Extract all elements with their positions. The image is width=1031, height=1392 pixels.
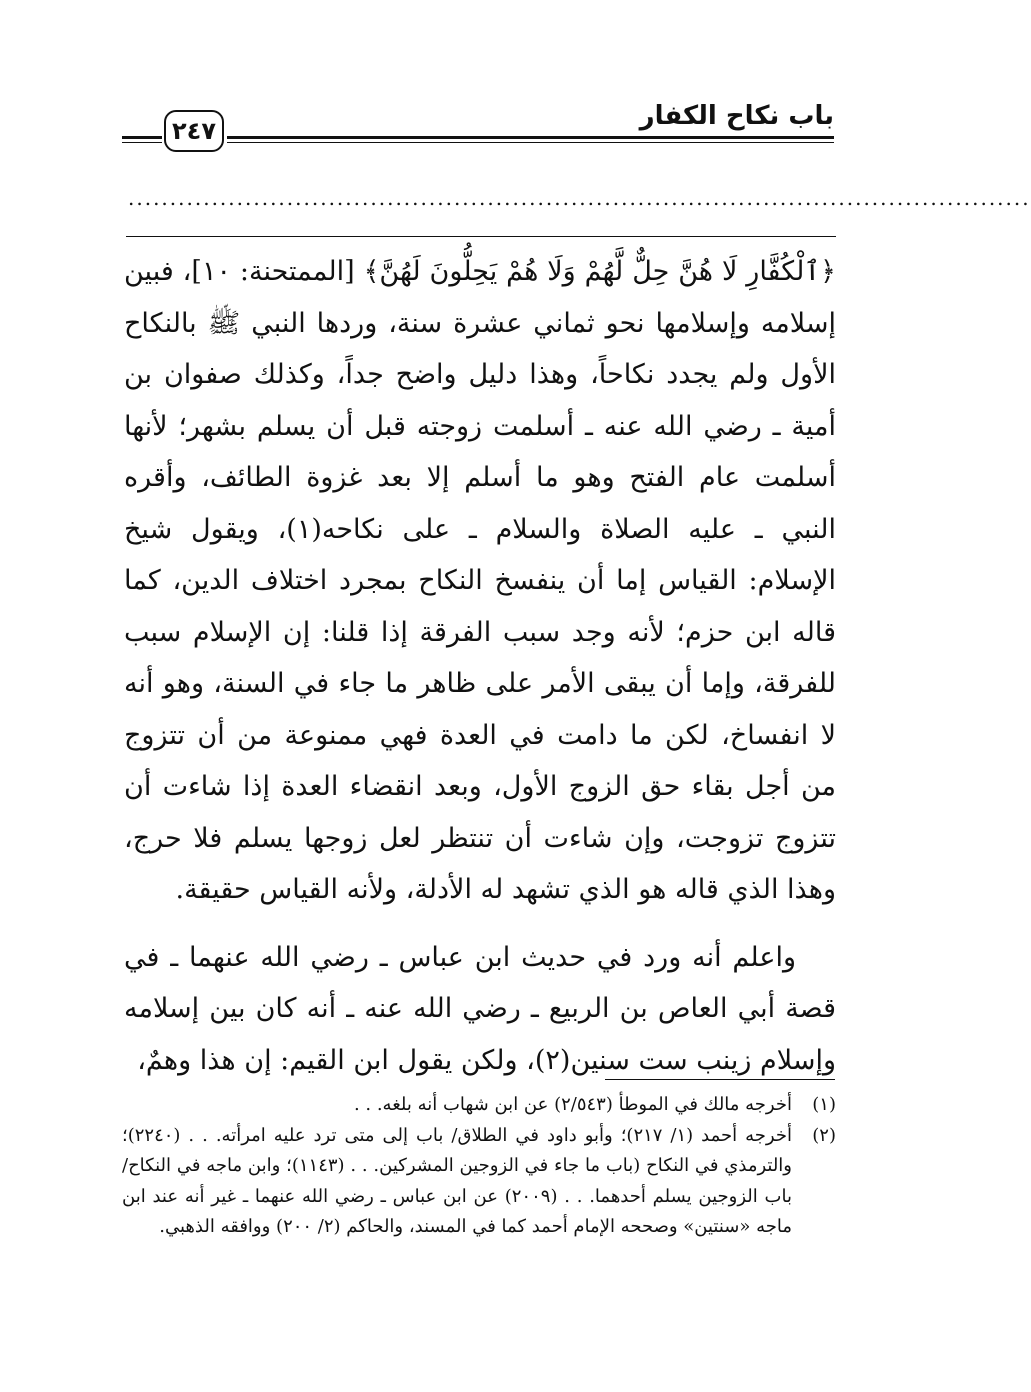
footnote-separator xyxy=(605,1079,835,1080)
header-rule xyxy=(227,142,834,143)
footnote-number: (١) xyxy=(812,1094,836,1115)
paragraph: واعلم أنه ورد في حديث ابن عباس ـ رضي الله عنهما ـ في قصة أبي العاص بن الربيع ـ رضي الله عنه ـ أنه كان بين إسلامه وإسلام زينب ست سنين(٢)، ولكن يقول ابن القيم: إن هذا وهمٌ، xyxy=(124,941,836,1076)
chapter-title: باب نكاح الكفار xyxy=(639,101,834,131)
header-rule xyxy=(227,136,834,139)
footnote xyxy=(122,1121,836,1243)
footnotes xyxy=(122,1090,836,1243)
page-number: ٢٤٧ xyxy=(164,110,224,152)
header-rule xyxy=(122,136,162,139)
header-rule xyxy=(122,142,162,143)
footnote-number: (٢) xyxy=(812,1124,836,1146)
footnote-text: أخرجه أحمد (١/ ٢١٧)؛ وأبو داود في الطلاق/ باب إلى متى ترد عليه امرأته. . . (٢٢٤٠)؛ والترمذي في النكاح (باب ما جاء في الزوجين المشركين. . . (١١٤٣)؛ وابن ماجه في النكاح/ باب الزوجين يسلم أحدهما. . . (٢٠٠٩) عن ابن عباس ـ رضي الله عنهما ـ غير أنه عند ابن ماجه «سنتين» وصححه الإمام أحمد كما في المسند، والحاكم (٢/ ٢٠٠) ووافقه الذهبي. xyxy=(122,1124,793,1237)
text-top-rule xyxy=(126,236,836,237)
footnote xyxy=(122,1090,836,1121)
main-text xyxy=(124,246,836,1086)
dotted-separator: ............................................................................................................ xyxy=(128,186,1031,210)
page-header xyxy=(122,100,834,160)
paragraph: ﴿ٱلْكُفَّارِ لَا هُنَّ حِلٌّ لَّهُمْ وَلَا هُمْ يَحِلُّونَ لَهُنَّ﴾ [الممتحنة: ١٠]، فبين إسلامه وإسلامها نحو ثماني عشرة سنة، وردها النبي ﷺ بالنكاح الأول ولم يجدد نكاحاً، وهذا دليل واضح جداً، وكذلك صفوان بن أمية ـ رضي الله عنه ـ أسلمت زوجته قبل أن يسلم بشهر؛ لأنها أسلمت عام الفتح وهو ما أسلم إلا بعد غزوة الطائف، وأقره النبي ـ عليه الصلاة والسلام ـ على نكاحه(١)، ويقول شيخ الإسلام: القياس إما أن ينفسخ النكاح بمجرد اختلاف الدين، كما قاله ابن حزم؛ لأنه وجد سبب الفرقة إذا قلنا: إن الإسلام سبب للفرقة، وإما أن يبقى الأمر على ظاهر ما جاء في السنة، وهو أنه لا انفساخ، لكن ما دامت في العدة فهي ممنوعة من أن تتزوج من أجل بقاء حق الزوج الأول، وبعد انقضاء العدة إذا شاءت أن تتزوج تزوجت، وإن شاءت أن تنتظر لعل زوجها يسلم فلا حرج، وهذا الذي قاله هو الذي تشهد له الأدلة، ولأنه القياس حقيقة. xyxy=(124,256,836,905)
footnote-text: أخرجه مالك في الموطأ (٢/٥٤٣) عن ابن شهاب أنه بلغه. . . xyxy=(353,1094,792,1115)
